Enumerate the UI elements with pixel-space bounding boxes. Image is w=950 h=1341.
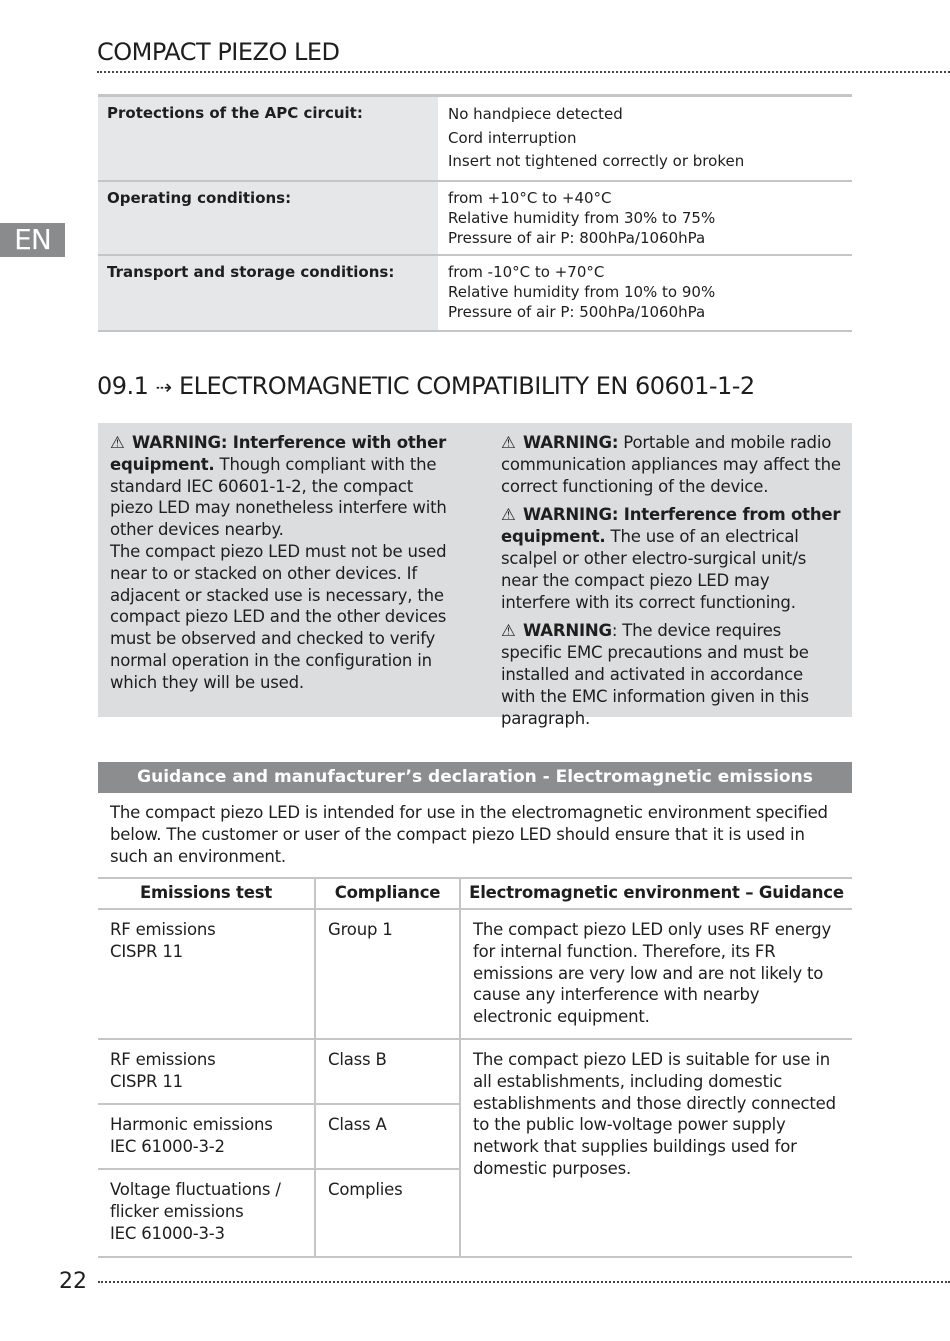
warning-heading: WARNING: — [523, 433, 619, 452]
spec-value — [438, 96, 852, 181]
spec-line: Relative humidity from 30% to 75% — [448, 208, 716, 227]
warning-heading: WARNING — [523, 621, 612, 641]
guidance-text: The compact piezo LED is suitable for use in all establishments, including domestic establishments and those directly connected to the public low-voltage power supply network that supplies buildings used for domestic purposes. — [460, 1039, 852, 1257]
table-header-row — [98, 878, 852, 909]
compliance: Complies — [315, 1169, 460, 1257]
warning-box — [98, 423, 852, 728]
spec-label: Protections of the APC circuit: — [98, 96, 438, 181]
warning-heading: WARNING: Interference from other equipment. — [501, 505, 841, 547]
spec-value — [438, 181, 852, 255]
spec-line: Pressure of air P: 500hPa/1060hPa — [448, 302, 706, 321]
table-row — [98, 1039, 852, 1104]
warning-text: The use of an electrical scalpel or other electro-surgical unit/s near the compact piezo LED may interfere with its correct functioning. — [501, 527, 807, 612]
emissions-test: Harmonic emissions IEC 61000-3-2 — [98, 1104, 315, 1169]
spec-value — [438, 255, 852, 331]
compliance: Class A — [315, 1104, 460, 1169]
table-row — [98, 909, 852, 1039]
spec-line: from -10°C to +70°C — [448, 262, 605, 281]
compliance: Class B — [315, 1039, 460, 1104]
table-row — [98, 181, 852, 255]
table-row — [98, 96, 852, 181]
column-header: Emissions test — [98, 878, 315, 909]
guidance-title: Guidance and manufacturer’s declaration - Electromagnetic emissions — [98, 762, 852, 793]
emissions-test: Voltage fluctuations / flicker emissions IEC 61000-3-3 — [98, 1169, 315, 1257]
dotted-arrow-icon: ⇢ — [155, 375, 172, 399]
warning-left — [110, 432, 450, 694]
section-number: 09.1 — [97, 372, 149, 400]
warning-text: : The device requires specific EMC precautions and must be installed and activated in accordance with the EMC information given in this paragraph. — [501, 621, 809, 728]
compliance: Group 1 — [315, 909, 460, 1039]
warning-text: The compact piezo LED must not be used near to or stacked on other devices. If adjacent or stacked use is necessary, the compact piezo LED and the other devices must be observed and checked to verify normal operation in the configuration in which they will be used. — [110, 541, 447, 692]
title-divider — [97, 71, 950, 73]
column-header: Electromagnetic environment – Guidance — [460, 878, 852, 909]
spec-line: Relative humidity from 10% to 90% — [448, 282, 716, 301]
column-header: Compliance — [315, 878, 460, 909]
guidance-intro: The compact piezo LED is intended for use in the electromagnetic environment specified below. The customer or user of the compact piezo LED should ensure that it is used in such an environment. — [110, 803, 828, 866]
spec-label: Transport and storage conditions: — [98, 255, 438, 331]
warning-text: Portable and mobile radio communication appliances may affect the correct functioning of the device. — [501, 433, 841, 496]
warning-heading: WARNING: Interference with other equipment. — [110, 433, 447, 474]
emissions-test: RF emissions CISPR 11 — [98, 1039, 315, 1104]
page-number: 22 — [59, 1269, 87, 1294]
language-tab: EN — [0, 223, 65, 257]
spec-line: Cord interruption — [448, 128, 577, 147]
specs-table — [98, 94, 852, 332]
spec-line: Pressure of air P: 800hPa/1060hPa — [448, 228, 706, 247]
table-row — [98, 255, 852, 331]
emissions-table — [98, 877, 852, 1258]
warning-triangle-icon: ⚠ — [501, 621, 516, 641]
section-title: ELECTROMAGNETIC COMPATIBILITY EN 60601-1-2 — [178, 372, 755, 400]
warning-right — [501, 432, 841, 729]
guidance-text: The compact piezo LED only uses RF energy for internal function. Therefore, its FR emissions are very low and are not likely to cause any interference with nearby electronic equipment. — [460, 909, 852, 1039]
warning-text: Though compliant with the standard IEC 60601-1-2, the compact piezo LED may nonetheless interfere with other devices nearby. — [110, 454, 447, 540]
spec-line: from +10°C to +40°C — [448, 188, 612, 207]
section-heading — [97, 372, 755, 400]
warning-triangle-icon: ⚠ — [501, 505, 516, 525]
spec-line: No handpiece detected — [448, 105, 623, 123]
page-title: COMPACT PIEZO LED — [97, 38, 340, 66]
warning-triangle-icon: ⚠ — [501, 433, 516, 452]
warning-triangle-icon: ⚠ — [110, 433, 125, 452]
footer-divider — [98, 1281, 950, 1283]
spec-label: Operating conditions: — [98, 181, 438, 255]
emissions-test: RF emissions CISPR 11 — [98, 909, 315, 1039]
spec-line: Insert not tightened correctly or broken — [448, 152, 745, 170]
